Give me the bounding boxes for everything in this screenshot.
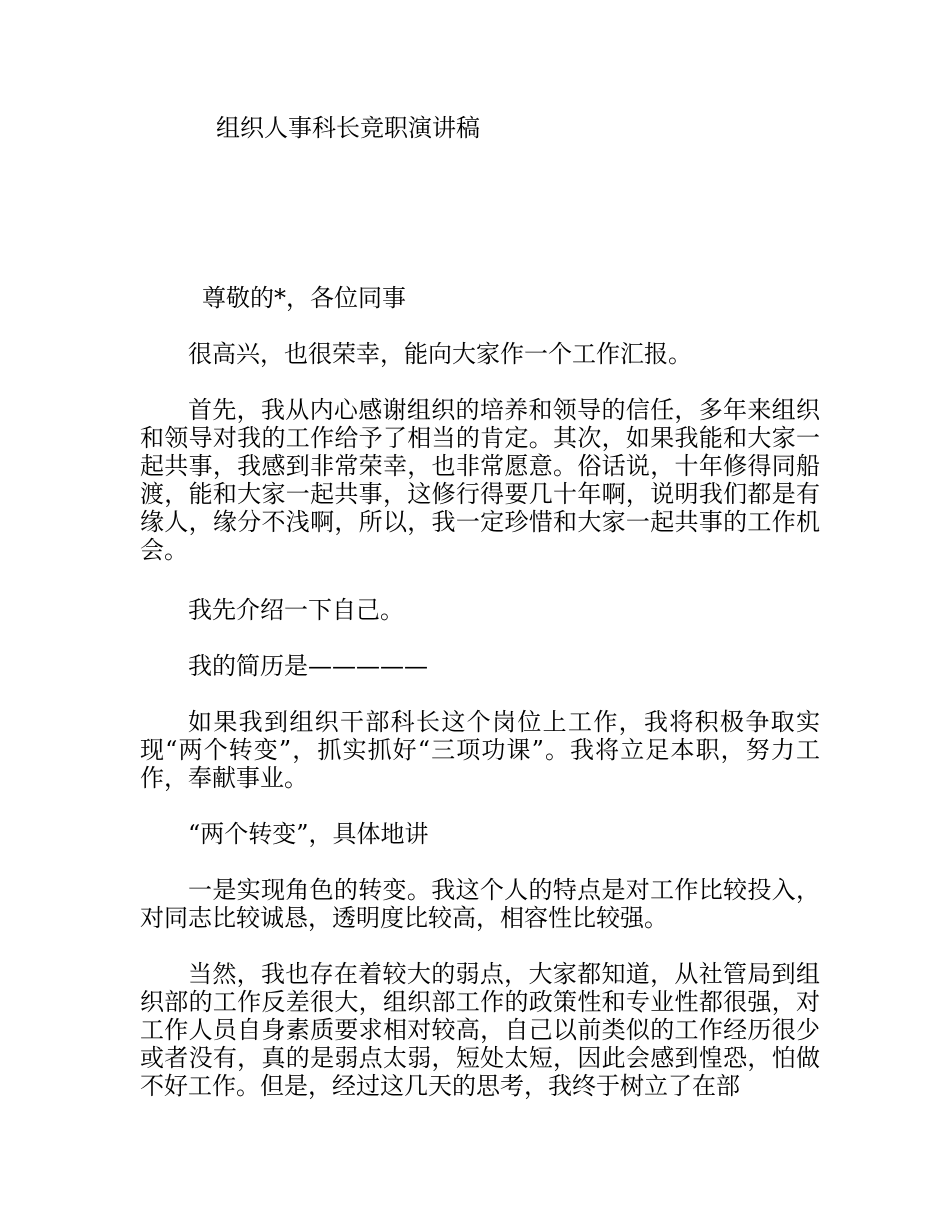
- paragraph-weakness: 当然，我也存在着较大的弱点，大家都知道，从社管局到组织部的工作反差很大，组织部工作的政策性和专业性都很强，对工作人员自身素质要求相对较高，自己以前类似的工作经历很少或者没有，真的是弱点太弱，短处太短，因此会感到惶恐，怕做不好工作。但是，经过这几天的思考，我终于树立了在部: [140, 960, 820, 1100]
- paragraph-two-changes-heading: “两个转变”，具体地讲: [188, 820, 429, 848]
- paragraph-greeting: 很高兴，也很荣幸，能向大家作一个工作汇报。: [188, 340, 692, 368]
- paragraph-introduction: 我先介绍一下自己。: [188, 596, 404, 624]
- paragraph-thanks: 首先，我从内心感谢组织的培养和领导的信任，多年来组织和领导对我的工作给予了相当的肯定。其次，如果我能和大家一起共事，我感到非常荣幸，也非常愿意。俗话说，十年修得同船渡，能和大家一起共事，这修行得要几十年啊，说明我们都是有缘人，缘分不浅啊，所以，我一定珍惜和大家一起共事的工作机会。: [140, 396, 820, 564]
- paragraph-resume: 我的简历是—————: [188, 652, 428, 680]
- paragraph-plan: 如果我到组织干部科长这个岗位上工作，我将积极争取实现“两个转变”，抓实抓好“三项功课”。我将立足本职，努力工作，奉献事业。: [140, 708, 820, 792]
- document-title: 组织人事科长竞职演讲稿: [216, 114, 480, 142]
- paragraph-role-change: 一是实现角色的转变。我这个人的特点是对工作比较投入，对同志比较诚恳，透明度比较高，相容性比较强。: [140, 876, 820, 932]
- salutation: 尊敬的*，各位同事: [202, 284, 406, 312]
